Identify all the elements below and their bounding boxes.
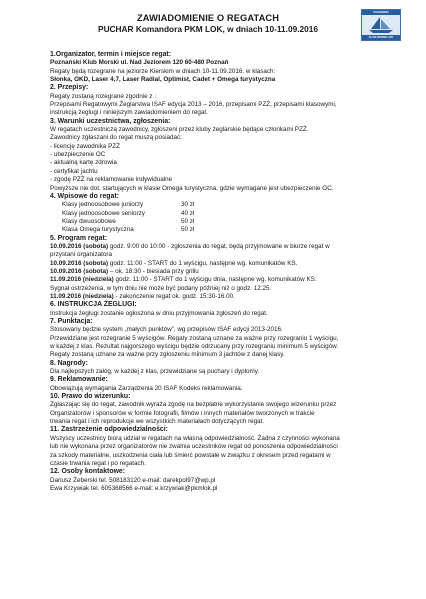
program-text: godz. 9:00 do 10:00 - zgłoszenia do regat, będą przyjmowane w biurze regat w xyxy=(108,242,330,250)
text-line: Stosowany będzie system „małych punktów”, wg przepisów ISAF edycji 2013-2016. xyxy=(50,326,283,334)
fee-amount: 50 zł xyxy=(181,226,195,234)
program-line xyxy=(50,243,400,251)
program-date: 10.09.2016 (sobota) xyxy=(50,242,109,250)
fee-amount: 30 zł xyxy=(181,201,195,209)
program-line xyxy=(50,251,400,259)
section-4-heading: 4. Wpisowe do regat: xyxy=(50,192,119,200)
organizer-address: Poznański Klub Morski ul. Nad Jeziorem 120 60-480 Poznań xyxy=(50,59,229,67)
text-line: Zawodnicy zgłaszani do regat muszą posiadać: xyxy=(50,134,182,142)
text-line: Przewidziane jest rozegranie 5 wyścigów. Regaty zostaną uznane za ważne przy rozegraniu 1 wyścigu, xyxy=(50,334,339,342)
logo-top-text: POZNAŃSKI xyxy=(362,10,400,15)
section-5-heading: 5. Program regat: xyxy=(50,234,108,242)
section-11-heading: 11. Zastrzeżenie odpowiedzialności: xyxy=(50,426,168,434)
venue-line: Regaty będą rozegrane na jeziorze Kierskim w dniach 10-11.09.2016. w klasach: xyxy=(50,67,276,75)
text-line: czasie trwania regat i po regatach. xyxy=(50,459,146,467)
document-subtitle: PUCHAR Komandora PKM LOK, w dniach 10-11.09.2016 xyxy=(98,24,318,34)
requirement-item: - aktualną kartę zdrowia xyxy=(50,159,117,167)
text-line: W regatach uczestniczą zawodnicy, zgłoszeni przez kluby żeglarskie będące członkami PZŻ. xyxy=(50,126,309,134)
program-text: Sygnał ostrzeżenia, w tym dniu nie może być podany później niż o godz. 12:25. xyxy=(50,284,272,292)
text-line: Zgłaszając się do regat, zawodnik wyraża zgodę na bezpłatne wykorzystanie swojego wizerunku przez xyxy=(50,401,337,409)
section-7-heading: 7. Punktacja: xyxy=(50,318,93,325)
requirement-item: - zgodę PZŻ na reklamowanie indywidualne xyxy=(50,176,173,184)
requirement-item: - certyfikat jachtu xyxy=(50,167,98,175)
logo-bottom-text: KLUB MORSKI LOK xyxy=(362,35,400,40)
text-line: Regaty zostaną uznane za ważne przy zgłoszeniu minimum 3 jachtów z danej klasy. xyxy=(50,351,285,359)
text-line: Przepisami Regatowymi Żeglarstwa ISAF edycja 2013 – 2016, przepisami PZŻ, przepisami klasowymi, xyxy=(50,101,337,109)
text-line: Regaty zostaną rozegrane zgodnie z : xyxy=(50,92,157,100)
fee-row xyxy=(50,226,400,234)
fee-amount: 40 zł xyxy=(181,209,195,217)
program-text: - zakończenie regat ok. godz. 15:30-16.00. xyxy=(113,292,235,300)
program-date: 10.09.2016 (sobota) xyxy=(50,259,109,267)
program-date: 11.09.2016 (niedziela) xyxy=(50,276,114,284)
fee-row xyxy=(50,210,400,218)
text-line: lub nie wykonana przez organizatorów nie zwalnia uczestników regat od ponoszenia odpowiedzialności xyxy=(50,443,338,451)
text-line: w każdej z klas. Rezultat najgorszego wyścigu będzie odrzucany przy rozegraniu minimum 5 wyścigów. xyxy=(50,343,339,351)
text-line: Powyższe nie dot. startujących w klasie Omega turystyczna, gdzie wymagane jest ubezpieczenie OC. xyxy=(50,184,334,192)
fee-amount: 50 zł xyxy=(181,217,195,225)
fee-class: Klasa Omega turystyczna xyxy=(62,226,134,234)
requirement-item: - licencję zawodnika PZŻ xyxy=(50,142,120,150)
section-2-heading: 2. Przepisy: xyxy=(50,84,89,92)
section-10-heading: 10. Prawo do wizerunku: xyxy=(50,393,131,401)
contact-line: Dariusz Żeberski tel. 508183120 e-mail: darekpol97@wp.pl xyxy=(50,476,216,484)
text-line: Wszyscy uczestnicy biorą udział w regatach na własną odpowiedzialność. Żadna z czynności wykonana xyxy=(50,434,340,442)
program-line xyxy=(50,260,400,268)
section-9-heading: 9. Reklamowanie: xyxy=(50,376,108,384)
text-line: Dla najlepszych załóg, w każdej z klas, przewidziane są puchary i dyplomy. xyxy=(50,368,260,376)
program-line xyxy=(50,276,400,284)
program-date: 11.09.2016 (niedziela) xyxy=(50,292,114,300)
text-line: trwania regat i ich reprodukcje we wszystkich materiałach dotyczących regat. xyxy=(50,418,265,426)
fee-class: Klasy dwuosobowe xyxy=(62,217,116,225)
text-line: Instrukcja żeglugi zostanie ogłoszona w dniu przyjmowania zgłoszeń do regat. xyxy=(50,309,268,317)
section-1-heading: 1.Organizator, termin i miejsce regat: xyxy=(50,51,172,58)
text-line: Organizatorów i sponsorów w formie fotografii, filmów i innych materiałów tworzonych w trakcie xyxy=(50,409,315,417)
program-line xyxy=(50,268,400,276)
section-12-heading: 12. Osoby kontaktowe: xyxy=(50,468,126,476)
sailboat-icon xyxy=(366,16,396,34)
program-text: – ok. 18:30 - biesiada przy grillu xyxy=(108,267,199,275)
fee-row xyxy=(50,201,400,209)
text-line: instrukcją żeglugi i niniejszym zawiadomieniem do regat. xyxy=(50,109,208,117)
program-text: godz. 11:00 - START do 1 wyścigu dnia, następne wg. komunikatów KS. xyxy=(113,276,317,284)
classes-line: Słonka, OKD, Laser 4,7, Laser Radial, Optimist, Cadet + Omega turystyczna xyxy=(50,76,276,84)
fee-row xyxy=(50,218,400,226)
program-line xyxy=(50,285,400,293)
program-date: 10.09.2016 (sobota) xyxy=(50,267,109,275)
requirement-item: - ubezpieczenie OC xyxy=(50,151,106,159)
section-3-heading: 3. Warunki uczestnictwa, zgłoszenia: xyxy=(50,117,171,125)
section-6-heading: 6. INSTRUKCJA ŻEGLUGI: xyxy=(50,301,137,309)
text-line: Obowiązują wymagania Zarządzenia 20 ISAF Kodeks reklamowania. xyxy=(50,384,243,392)
fee-class: Klasy jednoosobowe juniorzy xyxy=(62,201,144,209)
program-text: przystani organizatora xyxy=(50,251,112,259)
fee-class: Klasy jednoosobowe seniorzy xyxy=(62,209,145,217)
section-8-heading: 8. Nagrody: xyxy=(50,359,88,367)
club-logo xyxy=(361,9,401,41)
document-title: ZAWIADOMIENIE O REGATACH xyxy=(136,13,280,23)
program-text: godz. 11:00 - START do 1 wyścigu, następne wg. komunikatów KS. xyxy=(108,259,298,267)
document-body xyxy=(50,51,400,493)
text-line: za szkody materialne, uszkodzenia ciała lub śmierć powstałe w związku z okresem przed regatami w xyxy=(50,451,331,459)
contact-line: Ewa Krzywiak tel. 605368566 e-mail: e.krzywiak@pkmlok.pl xyxy=(50,484,218,492)
